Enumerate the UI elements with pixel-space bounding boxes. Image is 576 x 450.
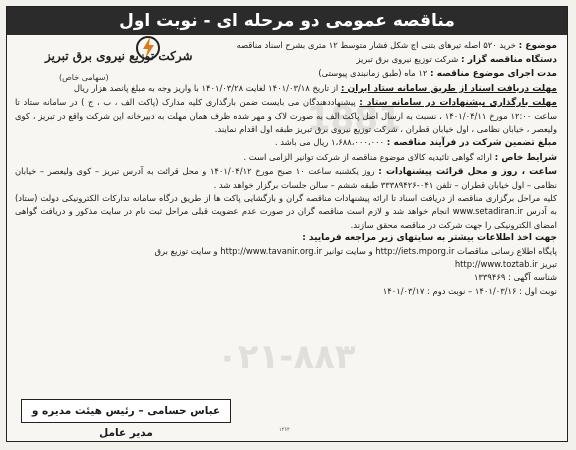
info-header: جهت اخذ اطلاعات بیشتر به سایتهای زیر مراجعه فرمایید : [302,232,557,243]
section-organizer: دستگاه مناقصه گزار : شرکت توزیع نیروی برق تبریز [356,54,557,66]
ad-frame [6,6,568,442]
ad-title: مناقصه عمومی دو مرحله ای - نوبت اول [7,7,567,35]
publish-dates: نوبت اول : ۱۴۰۱/۰۳/۱۶ – نوبت دوم : ۱۴۰۱/۰۳/۱۷ [382,285,557,296]
ad-body [15,39,557,298]
section-upload-deadline: مهلت بارگذاری پیشنهادات در سامانه ستاد : پیشنهاددهندگان می بایست ضمن بارگذاری کلیه مدارک (پاکت الف ، ب ، ج ) در سامانه ستاد تا ساعت ۱۲:۰۰ مورخ ۱۴۰۱/۰۴/۱۱ ، نسبت به ارسال اصل پاکت الف به صورت لاک و مهر شده ظرف همان مهلت به دبیرخانه این شرکت واقع در تبریز ، کوی ولیعصر ، خیابان نظامی ، اول خیابان قطران ، شرکت توزیع نیروی برق تبریز طبقه اول اقدام نمایند. [15,96,558,135]
section-guarantee: مبلغ تضمین شرکت در فرآیند مناقصه : ۱،۶۸۸،۰۰۰،۰۰۰ ریال می باشد . [274,137,557,149]
logo-company-name: شرکت توزیع نیروی برق تبریز [45,49,193,63]
section-opening: ساعت ، روز و محل قرائت پیشنهادات : روز یکشنبه ساعت ۱۰ صبح مورخ ۱۴۰۱/۰۴/۱۲ و محل قرائت به آدرس تبریز – کوی ولیعصر – خیابان نظامی – اول خیابان قطران – تلفن ۰۴۱-۳۳۳۸۹۴۲۶ طبقه ششم – سالن جلسات برگزار خواهد شد . [15,165,557,191]
watermark-text: 1881 [307,99,402,139]
logo-company-type: (سهامی خاص) [59,73,109,82]
info-line-2[interactable]: تبریز http://www.toztab.ir [454,259,557,270]
info-line-1[interactable]: پایگاه اطلاع رسانی مناقصات http://iets.mporg.ir و سایت توانیر http://www.tavanir.org.ir و سایت توزیع برق [154,246,557,257]
footer-code: ۱۴۶۴ [279,427,290,433]
watermark-phone: ۰۲۱-۸۸۳ [217,337,356,377]
signature-box: عباس حسامی – رئیس هیئت مدیره و مدیر عامل [21,399,231,423]
section-subject: موضوع : خرید ۵۲۰ اصله تیرهای بتنی اچ شکل فشار متوسط ۱۲ متری بشرح اسناد مناقصه [236,40,557,51]
section-special-terms: شرایط خاص : ارائه گواهی تائیدیه کالای موضوع مناقصه از شرکت توانیر الزامی است . [243,151,557,163]
section-duration: مدت اجرای موضوع مناقصه : ۱۲ ماه (طبق زمانبندی پیوستی) [318,68,557,80]
section-document-deadline: مهلت دریافت اسناد از طریق سامانه ستاد ایران : از تاریخ ۱۴۰۱/۰۳/۱۸ لغایت ۱۴۰۱/۰۳/۲۸ با واریز وجه به مبلغ پانصد هزار ریال [73,82,557,94]
general-paragraph: کلیه مراحل برگزاری مناقصه از دریافت اسناد تا ارائه پیشنهادات مناقصه گران و بازگشایی پاکت ها از طریق درگاه سامانه تدارکات الکترونیکی دولت (ستاد) به آدرس www.setadiran.ir انجام خواهد شد و لازم است مناقصه گران در صورت عدم عضویت قبلی مراحل ثبت نام در سایت مذکور و دریافت گواهی امضای الکترونیکی را جهت شرکت در مناقصه محقق سازند. [15,193,557,230]
ad-id: شناسه آگهی : ۱۳۳۹۴۶۹ [473,272,557,283]
